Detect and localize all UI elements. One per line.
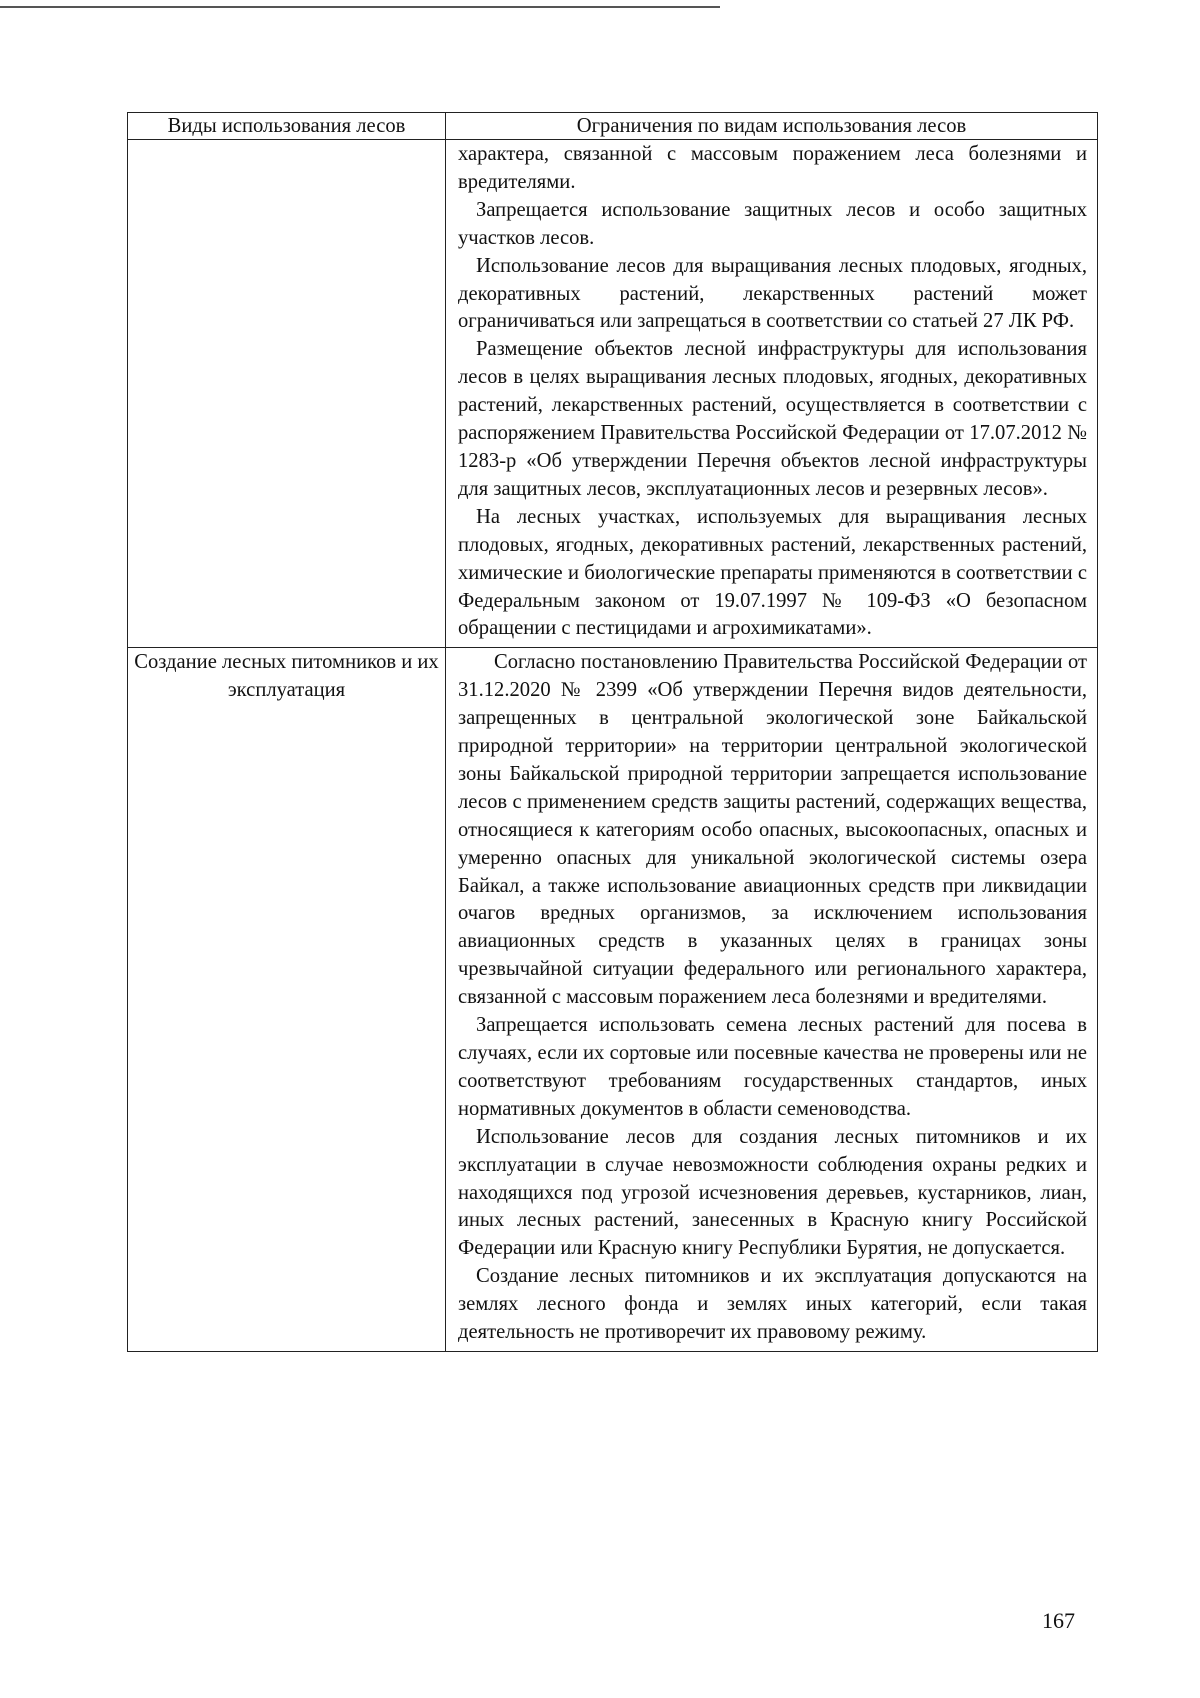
restriction-paragraph: Использование лесов для создания лесных питомников и их эксплуатации в случае невозможности соблюдения охраны редких и находящихся под угрозой исчезновения деревьев, кустарников, лиан, иных лесных растений, занесенных в Красную книгу Российской Федерации или Красную книгу Республики Бурятия, не допускается. <box>458 1125 1087 1260</box>
row-restrictions-cell <box>446 140 1098 648</box>
restriction-paragraph: Согласно постановлению Правительства Российской Федерации от 31.12.2020 № 2399 «Об утверждении Перечня видов деятельности, запрещенных в центральной экологической зоне Байкальской природной территории» на территории центральной экологической зоны Байкальской природной территории запрещается использование лесов с применением средств защиты растений, содержащих вещества, относящиеся к категориям особо опасных, высокоопасных, опасных и умеренно опасных для уникальной экологической системы озера Байкал, а также использование авиационных средств при ликвидации очагов вредных организмов, за исключением использования авиационных средств в указанных целях в границах зоны чрезвычайной ситуации федерального или регионального характера, связанной с массовым поражением леса болезнями и вредителями. <box>458 651 1087 1009</box>
restriction-paragraph: На лесных участках, используемых для выращивания лесных плодовых, ягодных, декоративных растений, лекарственных растений, химические и биологические препараты применяются в соответствии с Федеральным законом от 19.07.1997 № 109-ФЗ «О безопасном обращении с пестицидами и агрохимикатами». <box>458 505 1087 640</box>
restriction-paragraph: Размещение объектов лесной инфраструктуры для использования лесов в целях выращивания лесных плодовых, ягодных, декоративных растений, лекарственных растений, осуществляется в соответствии с распоряжением Правительства Российской Федерации от 17.07.2012 № 1283-р «Об утверждении Перечня объектов лесной инфраструктуры для защитных лесов, эксплуатационных лесов и резервных лесов». <box>458 338 1087 500</box>
table-row <box>128 648 1098 1352</box>
restriction-paragraph: Использование лесов для выращивания лесных плодовых, ягодных, декоративных растений, лекарственных растений может ограничиваться или запрещаться в соответствии со статьей 27 ЛК РФ. <box>458 254 1087 333</box>
page-number: 167 <box>1042 1608 1075 1633</box>
restriction-paragraph: Запрещается использование защитных лесов и особо защитных участков лесов. <box>458 198 1087 249</box>
restriction-paragraph: характера, связанной с массовым поражением леса болезнями и вредителями. <box>458 143 1087 193</box>
restriction-paragraph: Запрещается использовать семена лесных растений для посева в случаях, если их сортовые или посевные качества не проверены или не соответствуют требованиям государственных стандартов, иных нормативных документов в области семеноводства. <box>458 1014 1087 1120</box>
restrictions-table <box>127 112 1098 1352</box>
restriction-paragraph: Создание лесных питомников и их эксплуатация допускаются на землях лесного фонда и землях иных категорий, если такая деятельность не противоречит их правовому режиму. <box>458 1265 1087 1344</box>
table-row <box>128 140 1098 648</box>
row-kind-cell <box>128 140 446 648</box>
row-restrictions-cell <box>446 648 1098 1352</box>
table-header-row <box>128 113 1098 140</box>
row-kind-cell: Создание лесных питомников и их эксплуатация <box>128 648 446 1352</box>
scan-edge-rule <box>0 6 720 8</box>
column-header-kinds: Виды использования лесов <box>128 113 446 140</box>
column-header-restrictions: Ограничения по видам использования лесов <box>446 113 1098 140</box>
